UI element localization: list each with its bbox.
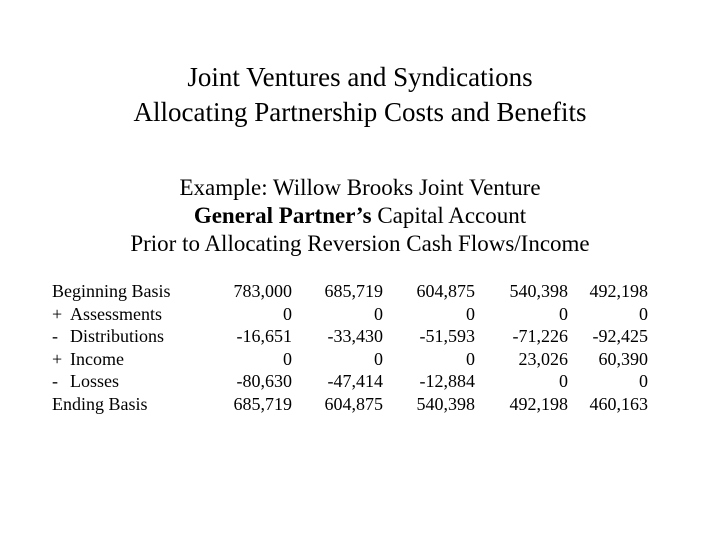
- row-label: [52, 303, 220, 326]
- table-cell: 0: [374, 303, 383, 324]
- table-cell: 460,163: [589, 393, 648, 414]
- table-cell: -12,884: [419, 371, 475, 392]
- table-row: [52, 325, 648, 348]
- row-label-text: Income: [70, 348, 124, 369]
- example-line-2: [0, 202, 720, 230]
- table-cell: 60,390: [598, 348, 648, 369]
- example-line-1: Example: Willow Brooks Joint Venture: [179, 175, 541, 200]
- table-cell: -92,425: [592, 326, 648, 347]
- example-heading: [0, 174, 720, 258]
- table-cell: 685,719: [233, 393, 292, 414]
- row-operator: +: [52, 348, 63, 369]
- table-cell: 0: [283, 348, 292, 369]
- slide-title: Joint Ventures and Syndications: [187, 62, 533, 92]
- table-cell: 0: [283, 303, 292, 324]
- table-cell: 540,398: [416, 393, 475, 414]
- general-partner-label: General Partner’s: [193, 203, 372, 228]
- table-cell: -47,414: [327, 371, 383, 392]
- capital-account-label: Capital Account: [371, 203, 527, 228]
- table-row: [52, 370, 648, 393]
- row-operator: +: [52, 303, 63, 324]
- table-cell: -71,226: [512, 326, 568, 347]
- row-label-text: Distributions: [70, 326, 165, 347]
- table-cell: 492,198: [509, 393, 568, 414]
- table-cell: 0: [466, 303, 475, 324]
- table-cell: 0: [374, 348, 383, 369]
- table-cell: -51,593: [419, 326, 475, 347]
- table-row: [52, 348, 648, 371]
- slide-subtitle: Allocating Partnership Costs and Benefits: [133, 97, 587, 127]
- table-cell: 0: [466, 348, 475, 369]
- table-cell: 0: [559, 303, 568, 324]
- row-label: Ending Basis: [52, 393, 148, 414]
- table-cell: -16,651: [236, 326, 292, 347]
- table-cell: -33,430: [327, 326, 383, 347]
- table-cell: 0: [559, 371, 568, 392]
- example-line-3: Prior to Allocating Reversion Cash Flows/Income: [130, 231, 590, 256]
- table-cell: 0: [639, 303, 648, 324]
- table-cell: 685,719: [324, 281, 383, 301]
- capital-account-table: [52, 280, 648, 416]
- table-cell: 604,875: [416, 281, 475, 301]
- row-operator: -: [52, 326, 58, 347]
- table-row: [52, 393, 648, 416]
- table-cell: -80,630: [236, 371, 292, 392]
- table-row: [52, 303, 648, 326]
- table-cell: 604,875: [324, 393, 383, 414]
- row-label: [52, 370, 220, 393]
- table-row: [52, 280, 648, 303]
- row-label: [52, 348, 220, 371]
- row-label: [52, 325, 220, 348]
- row-label-text: Assessments: [70, 303, 163, 324]
- table-cell: 783,000: [233, 281, 292, 301]
- row-label: Beginning Basis: [52, 281, 171, 301]
- table-cell: 23,026: [518, 348, 568, 369]
- row-operator: -: [52, 371, 58, 392]
- table-cell: 492,198: [589, 281, 648, 301]
- table-cell: 540,398: [509, 281, 568, 301]
- row-label-text: Losses: [70, 371, 119, 392]
- table-cell: 0: [639, 371, 648, 392]
